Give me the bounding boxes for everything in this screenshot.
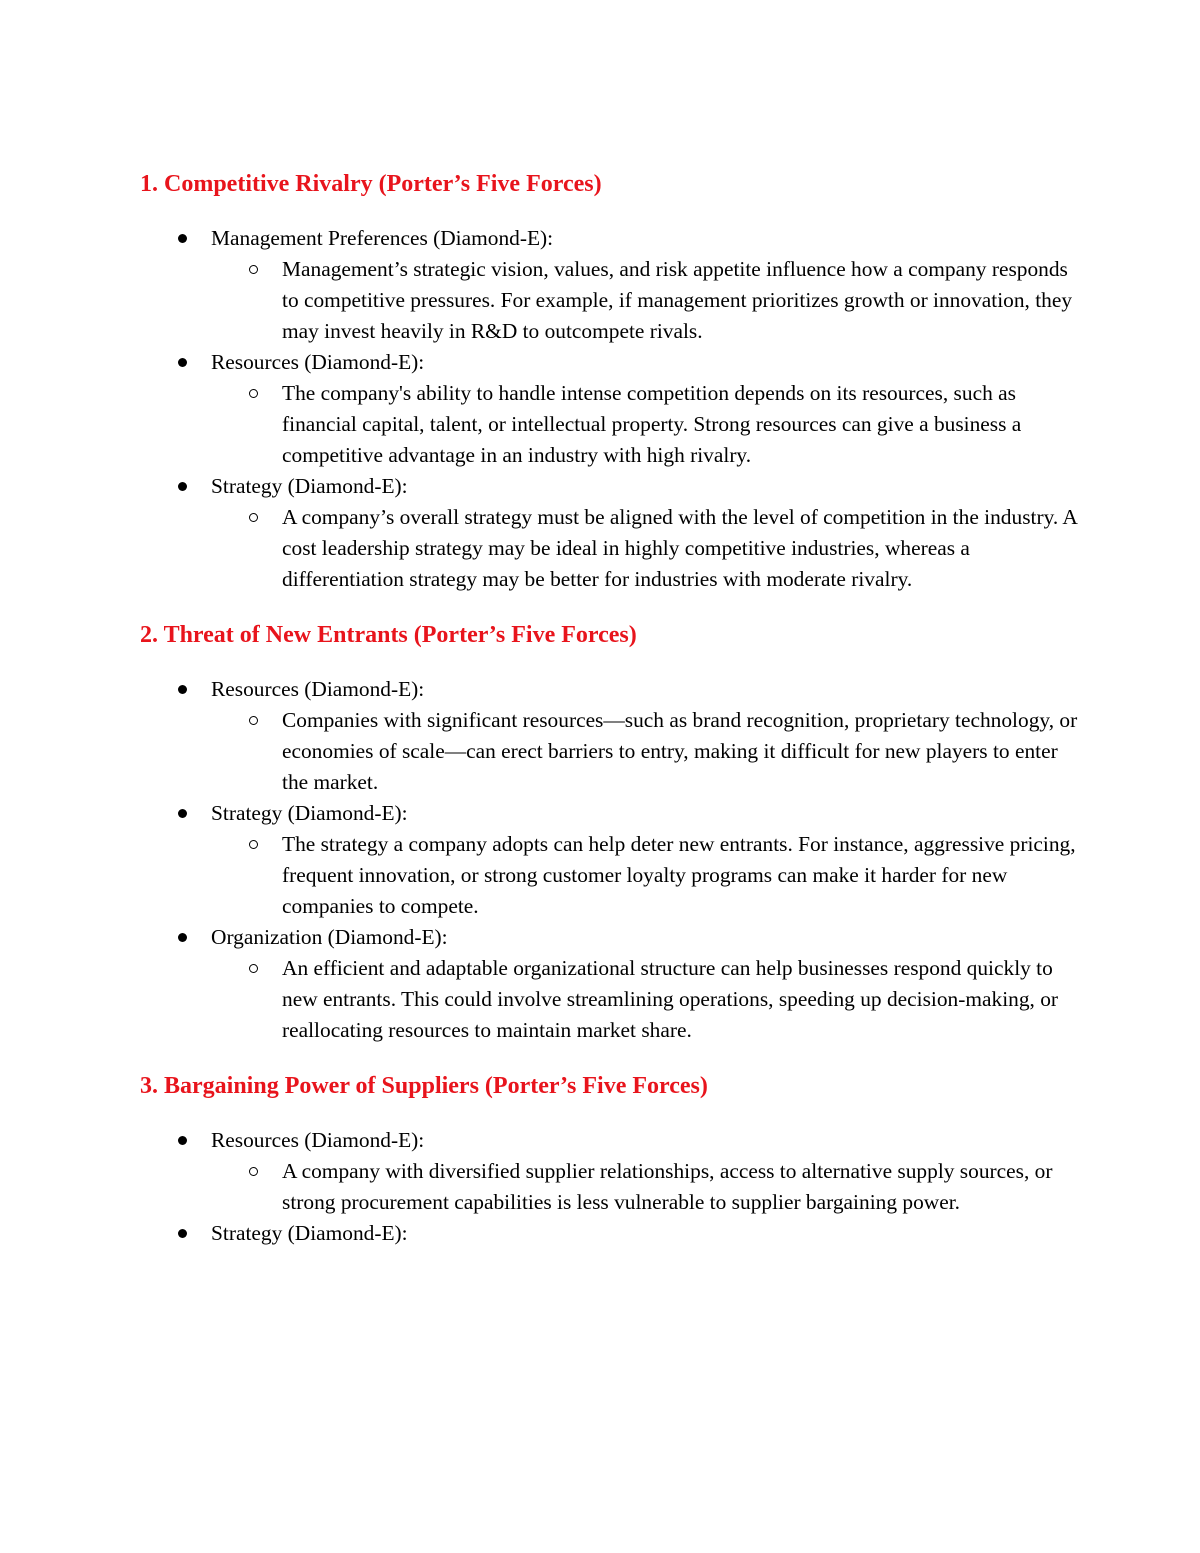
sub-list-item xyxy=(211,953,1080,1046)
sub-list xyxy=(211,1156,1080,1218)
list-item xyxy=(140,922,1080,1046)
list-item xyxy=(140,471,1080,595)
list-item-label: Resources (Diamond-E): xyxy=(211,350,425,374)
list-item xyxy=(140,347,1080,471)
section-title: 2. Threat of New Entrants (Porter’s Five Forces) xyxy=(140,622,637,648)
list-item-label: Strategy (Diamond-E): xyxy=(211,1221,408,1245)
list-item-label: Strategy (Diamond-E): xyxy=(211,474,408,498)
sub-list xyxy=(211,378,1080,471)
sub-list-item xyxy=(211,378,1080,471)
sub-list-item xyxy=(211,502,1080,595)
sub-list xyxy=(211,829,1080,922)
sub-list-item-text: The company's ability to handle intense competition depends on its resources, such as financial capital, talent, or intellectual property. Strong resources can give a business a competitive advantage in an industry with high rivalry. xyxy=(282,381,1022,467)
sub-list-item-text: A company with diversified supplier relationships, access to alternative supply sources, or strong procurement capabilities is less vulnerable to supplier bargaining power. xyxy=(282,1159,1053,1214)
bullet-icon xyxy=(178,1136,187,1145)
section-threat-of-new-entrants xyxy=(140,617,1080,1046)
bullet-icon xyxy=(178,1229,187,1238)
sub-list-item-text: The strategy a company adopts can help deter new entrants. For instance, aggressive pricing, frequent innovation, or strong customer loyalty programs can make it harder for new companies to compete. xyxy=(282,832,1076,918)
list-item-label: Management Preferences (Diamond-E): xyxy=(211,226,554,250)
bullet-icon xyxy=(178,482,187,491)
list-item xyxy=(140,223,1080,347)
sub-list-item xyxy=(211,705,1080,798)
sub-list xyxy=(211,502,1080,595)
list-item-label: Resources (Diamond-E): xyxy=(211,677,425,701)
bullet-icon xyxy=(178,809,187,818)
list-item-label: Organization (Diamond-E): xyxy=(211,925,448,949)
hollow-bullet-icon xyxy=(249,389,258,398)
sub-list-item-text: Companies with significant resources—such as brand recognition, proprietary technology, or economies of scale—can erect barriers to entry, making it difficult for new players to enter the market. xyxy=(282,708,1078,794)
hollow-bullet-icon xyxy=(249,716,258,725)
sub-list-item-text: A company’s overall strategy must be aligned with the level of competition in the industry. A cost leadership strategy may be ideal in highly competitive industries, whereas a differentiation strategy may be better for industries with moderate rivalry. xyxy=(282,505,1077,591)
sub-list-item xyxy=(211,1156,1080,1218)
hollow-bullet-icon xyxy=(249,265,258,274)
bullet-icon xyxy=(178,933,187,942)
hollow-bullet-icon xyxy=(249,1167,258,1176)
document-content xyxy=(140,166,1080,1249)
hollow-bullet-icon xyxy=(249,840,258,849)
list-item-label: Resources (Diamond-E): xyxy=(211,1128,425,1152)
bullet-list xyxy=(140,223,1080,595)
list-item xyxy=(140,798,1080,922)
hollow-bullet-icon xyxy=(249,964,258,973)
bullet-list xyxy=(140,674,1080,1046)
list-item xyxy=(140,1125,1080,1218)
list-item xyxy=(140,674,1080,798)
sub-list-item xyxy=(211,829,1080,922)
sub-list xyxy=(211,254,1080,347)
section-title: 3. Bargaining Power of Suppliers (Porter’s Five Forces) xyxy=(140,1073,708,1099)
sub-list-item-text: Management’s strategic vision, values, and risk appetite influence how a company responds to competitive pressures. For example, if management prioritizes growth or innovation, they may invest heavily in R&D to outcompete rivals. xyxy=(282,257,1073,343)
sub-list xyxy=(211,705,1080,798)
bullet-icon xyxy=(178,234,187,243)
list-item-label: Strategy (Diamond-E): xyxy=(211,801,408,825)
section-title: 1. Competitive Rivalry (Porter’s Five Forces) xyxy=(140,171,602,197)
section-bargaining-power-of-suppliers xyxy=(140,1068,1080,1249)
bullet-icon xyxy=(178,358,187,367)
bullet-list xyxy=(140,1125,1080,1249)
sub-list-item xyxy=(211,254,1080,347)
sub-list-item-text: An efficient and adaptable organizational structure can help businesses respond quickly to new entrants. This could involve streamlining operations, speeding up decision-making, or reallocating resources to maintain market share. xyxy=(282,956,1059,1042)
bullet-icon xyxy=(178,685,187,694)
section-competitive-rivalry xyxy=(140,166,1080,595)
hollow-bullet-icon xyxy=(249,513,258,522)
list-item xyxy=(140,1218,1080,1249)
sub-list xyxy=(211,953,1080,1046)
